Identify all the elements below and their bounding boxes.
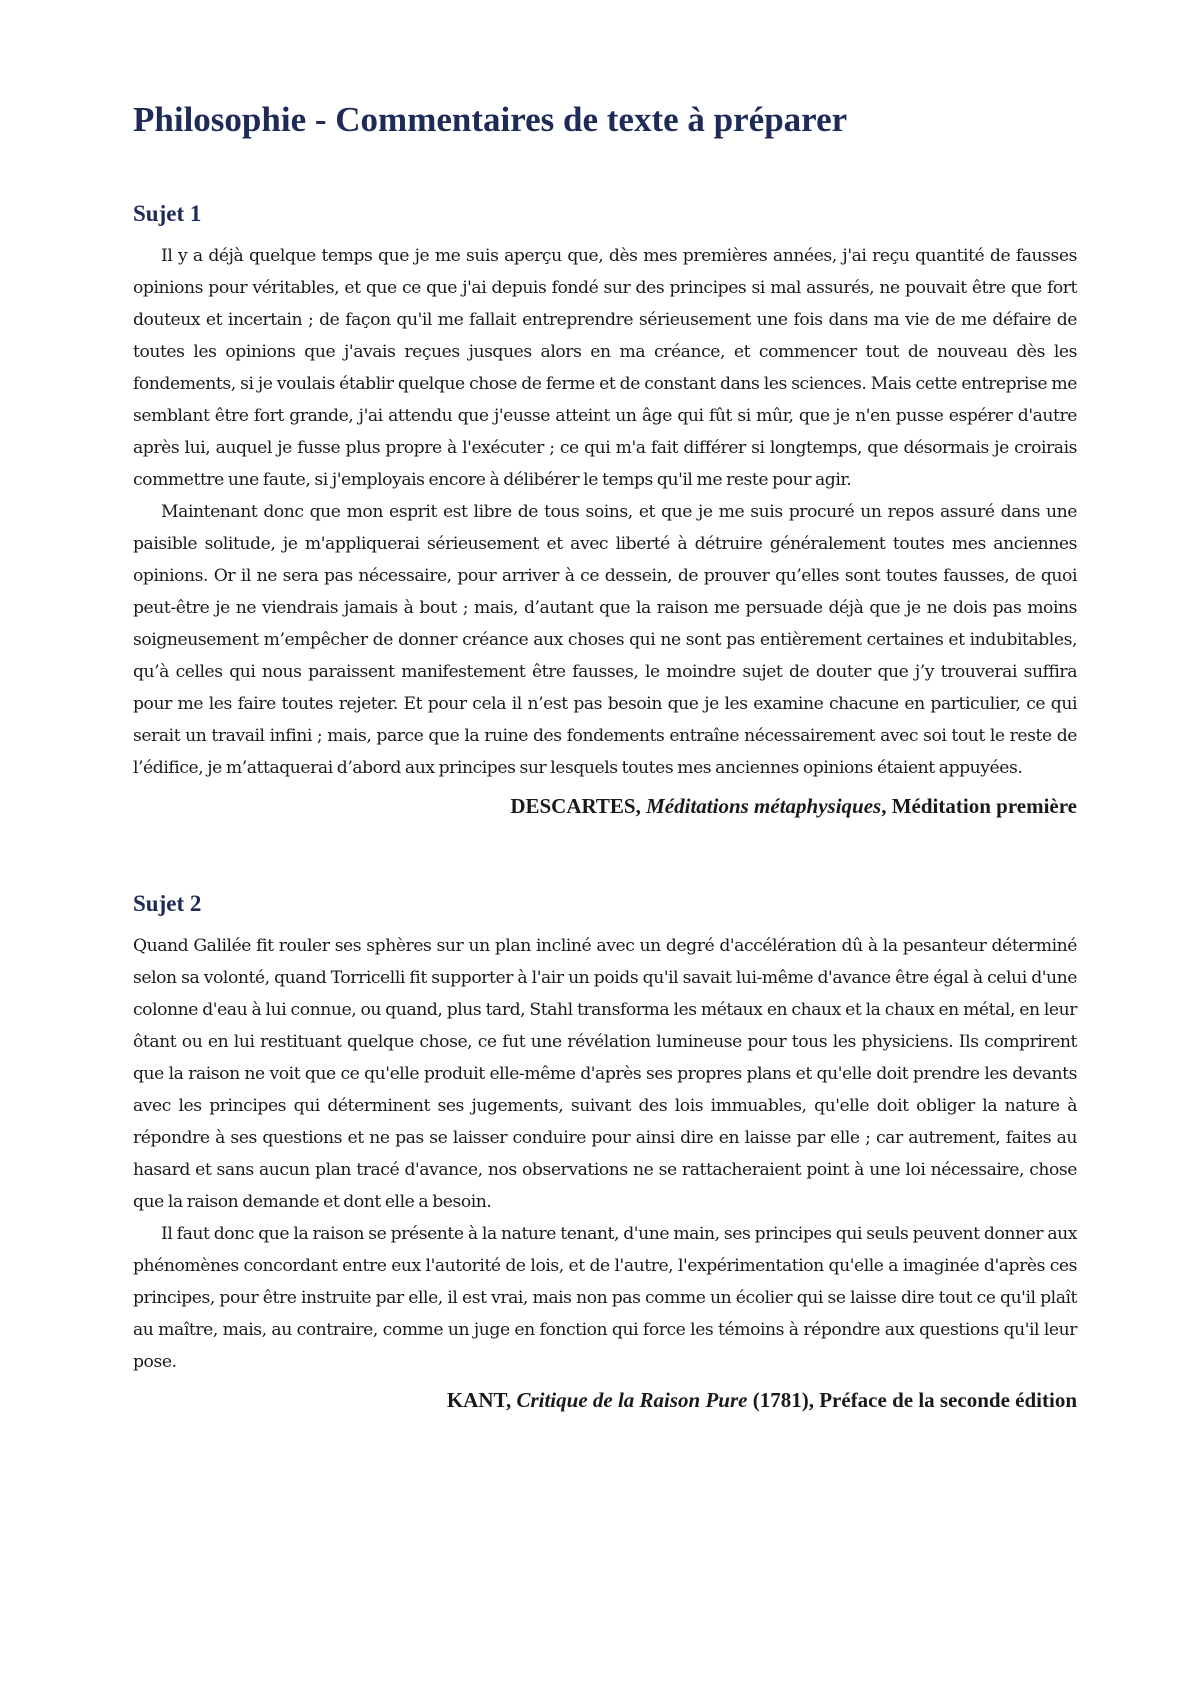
sujet-2-text — [133, 930, 1077, 1378]
document-page — [133, 96, 1077, 1416]
citation-work: Critique de la Raison Pure — [516, 1388, 748, 1412]
sujet-1-section — [133, 198, 1077, 822]
sujet-1-paragraph-2: Maintenant donc que mon esprit est libre de tous soins, et que je me suis procuré un repos assuré dans une paisible solitude, je m'appliquerai sérieusement et avec liberté à détruire généralement toutes mes anciennes opinions. Or il ne sera pas nécessaire, pour arriver à ce dessein, de prouver qu’elles sont toutes fausses, de quoi peut-être je ne viendrais jamais à bout ; mais, d’autant que la raison me persuade déjà que je ne dois pas moins soigneusement m’empêcher de donner créance aux choses qui ne sont pas entièrement certaines et indubitables, qu’à celles qui nous paraissent manifestement être fausses, le moindre sujet de douter que j’y trouverai suffira pour me les faire toutes rejeter. Et pour cela il n’est pas besoin que je les examine chacune en particulier, ce qui serait un travail infini ; mais, parce que la ruine des fondements entraîne nécessairement avec soi tout le reste de l’édifice, je m’attaquerai d’abord aux principes sur lesquels toutes mes anciennes opinions étaient appuyées. — [133, 502, 1077, 778]
sujet-2-citation — [133, 1384, 1077, 1416]
citation-author: DESCARTES, — [510, 794, 641, 818]
sujet-1-text — [133, 240, 1077, 784]
sujet-1-paragraph-1: Il y a déjà quelque temps que je me suis aperçu que, dès mes premières années, j'ai reçu quantité de fausses opinions pour véritables, et que ce que j'ai depuis fondé sur des principes si mal assurés, ne pouvait être que fort douteux et incertain ; de façon qu'il me fallait entreprendre sérieusement une fois dans ma vie de me défaire de toutes les opinions que j'avais reçues jusques alors en ma créance, et commencer tout de nouveau dès les fondements, si je voulais établir quelque chose de ferme et de constant dans les sciences. Mais cette entreprise me semblant être fort grande, j'ai attendu que j'eusse atteint un âge qui fût si mûr, que je n'en pusse espérer d'autre après lui, auquel je fusse plus propre à l'exécuter ; ce qui m'a fait différer si longtemps, que désormais je croirais commettre une faute, si j'employais encore à délibérer le temps qu'il me reste pour agir. — [133, 246, 1077, 490]
sujet-1-citation — [133, 790, 1077, 822]
citation-author: KANT, — [446, 1388, 512, 1412]
sujet-2-section — [133, 888, 1077, 1416]
sujet-2-paragraph-2: Il faut donc que la raison se présente à la nature tenant, d'une main, ses principes qui seuls peuvent donner aux phénomènes concordant entre eux l'autorité de lois, et de l'autre, l'expérimentation qu'elle a imaginée d'après ces principes, pour être instruite par elle, il est vrai, mais non pas comme un écolier qui se laisse dire tout ce qu'il plaît au maître, mais, au contraire, comme un juge en fonction qui force les témoins à répondre aux questions qu'il leur pose. — [133, 1224, 1077, 1372]
page-title: Philosophie - Commentaires de texte à préparer — [133, 100, 848, 139]
sujet-2-heading: Sujet 2 — [133, 891, 202, 916]
sujet-2-paragraph-1: Quand Galilée fit rouler ses sphères sur un plan incliné avec un degré d'accélération dû à la pesanteur déterminé selon sa volonté, quand Torricelli fit supporter à l'air un poids qu'il savait lui-même d'avance être égal à celui d'une colonne d'eau à lui connue, ou quand, plus tard, Stahl transforma les métaux en chaux et la chaux en métal, en leur ôtant ou en lui restituant quelque chose, ce fut une révélation lumineuse pour tous les physiciens. Ils comprirent que la raison ne voit que ce qu'elle produit elle-même d'après ses propres plans et qu'elle doit prendre les devants avec les principes qui déterminent ses jugements, suivant des lois immuables, qu'elle doit obliger la nature à répondre à ses questions et ne pas se laisser conduire pour ainsi dire en laisse par elle ; car autrement, faites au hasard et sans aucun plan tracé d'avance, nos observations ne se rattacheraient point à une loi nécessaire, chose que la raison demande et dont elle a besoin. — [133, 936, 1077, 1212]
citation-details: (1781), Préface de la seconde édition — [747, 1388, 1077, 1412]
citation-work: Méditations métaphysiques — [646, 794, 882, 818]
citation-details: , Méditation première — [881, 794, 1077, 818]
sujet-1-heading: Sujet 1 — [133, 201, 202, 226]
